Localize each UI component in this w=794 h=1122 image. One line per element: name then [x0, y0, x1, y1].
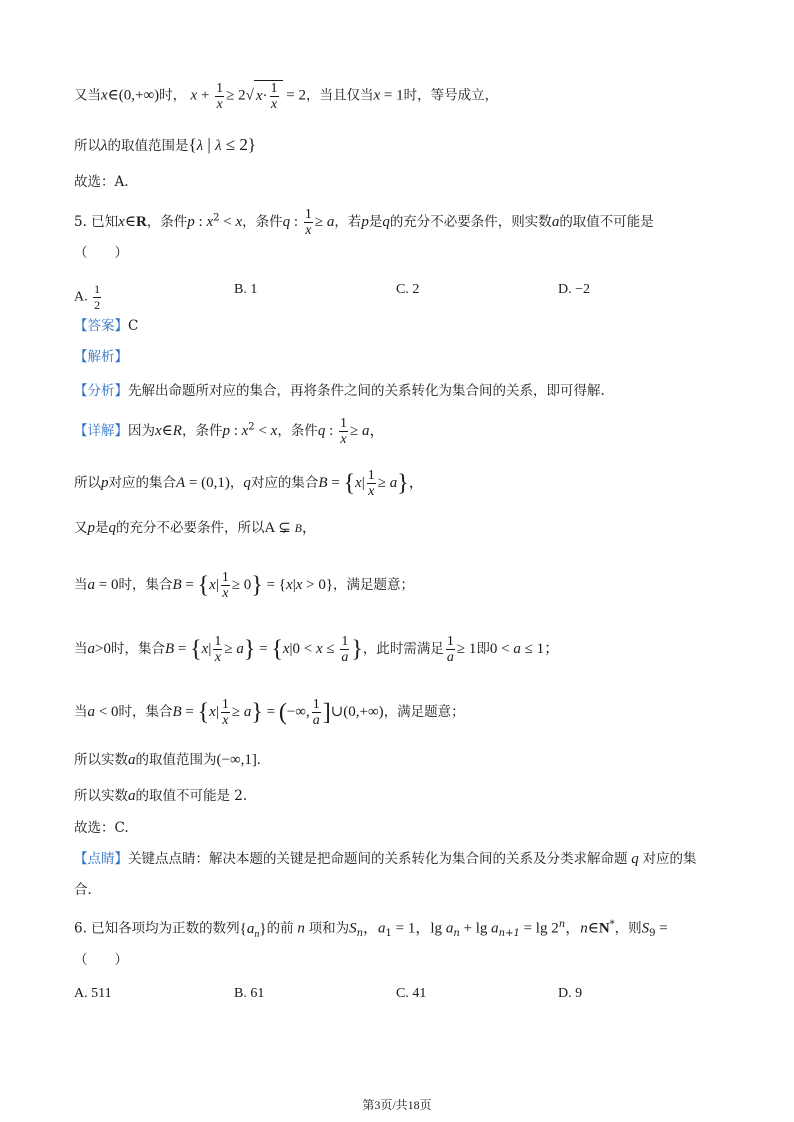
option-6-b[interactable]: B. 61 — [234, 986, 265, 1001]
answer-line: 【答案】C — [74, 318, 139, 334]
question-6-paren: （ ） — [74, 952, 128, 968]
option-5-a[interactable]: A. $\frac{1}{2}$ — [74, 282, 101, 312]
question-5-paren: （ ） — [74, 245, 128, 261]
dianjing-line-2: 合. — [74, 882, 92, 898]
option-5-b[interactable]: B. 1 — [234, 282, 258, 297]
option-6-c[interactable]: C. 41 — [396, 986, 427, 1001]
step-8: 故选：C. — [74, 820, 129, 836]
option-5-d[interactable]: D. −2 — [558, 282, 591, 297]
analysis-tag: 【解析】 — [74, 349, 128, 365]
step-6: 所以实数a的取值范围为(−∞,1]. — [74, 752, 261, 768]
step-1: 所以p对应的集合A = (0,1)，q对应的集合B = {x| $\frac{1}{x}$ ≥ a}， — [74, 468, 424, 499]
question-6: 6. 已知各项均为正数的数列$\{a_n\}$的前 n 项和为$S_n$，$a_1 = 1$，$\lg a_n + \lg a_{n+1} = \lg 2^n$，n∈N*，则$S_9$ = — [74, 919, 668, 940]
line-1: 又当x∈(0,+∞)时， x + $\frac{1}{x}$ ≥ 2√ x· $\frac{1}{x}$ = 2，当且仅当x = 1时，等号成立， — [74, 80, 499, 112]
step-5: 当a < 0时，集合B = {x| $\frac{1}{x}$ ≥ a} = (−∞, $\frac{1}{a}$ ]∪(0,+∞)，满足题意； — [74, 697, 465, 728]
step-2: 又p是q的充分不必要条件，所以A ⊊ B， — [74, 520, 317, 536]
answer-tag: 【答案】 — [74, 318, 128, 334]
option-6-d[interactable]: D. 9 — [558, 986, 583, 1001]
line-2: 所以λ的取值范围是{λ | λ ≤ 2} — [74, 135, 257, 154]
xiangjie-line: 【详解】因为x∈R，条件p : $x^2 < x$，条件q : $\frac{1}{x}$ ≥ a， — [74, 416, 385, 447]
step-7: 所以实数a的取值不可能是 2. — [74, 788, 248, 804]
option-6-a[interactable]: A. 511 — [74, 986, 112, 1001]
line-3: 故选：A. — [74, 174, 129, 190]
question-5: 5. 已知x∈R，条件p : $x^2 < x$，条件q : $\frac{1}{x}$ ≥ a，若p是q的充分不必要条件，则实数a的取值不可能是 — [74, 207, 654, 238]
step-4: 当a>0时，集合B = {x| $\frac{1}{x}$ ≥ a} = {x|0 < x ≤ $\frac{1}{a}$ }，此时需满足 $\frac{1}{a}$ ≥ 1即0 < a ≤ 1； — [74, 634, 560, 665]
dianjing-line: 【点睛】关键点点睛：解决本题的关键是把命题间的关系转化为集合间的关系及分类求解命题 q 对应的集 — [74, 851, 697, 867]
step-3: 当a = 0时，集合B = {x| $\frac{1}{x}$ ≥ 0} = {x|x > 0}，满足题意； — [74, 570, 415, 601]
option-5-c[interactable]: C. 2 — [396, 282, 420, 297]
page-footer: 第3页/共18页 — [362, 1098, 432, 1112]
fenxi-line: 【分析】先解出命题所对应的集合，再将条件之间的关系转化为集合间的关系，即可得解. — [74, 383, 605, 399]
